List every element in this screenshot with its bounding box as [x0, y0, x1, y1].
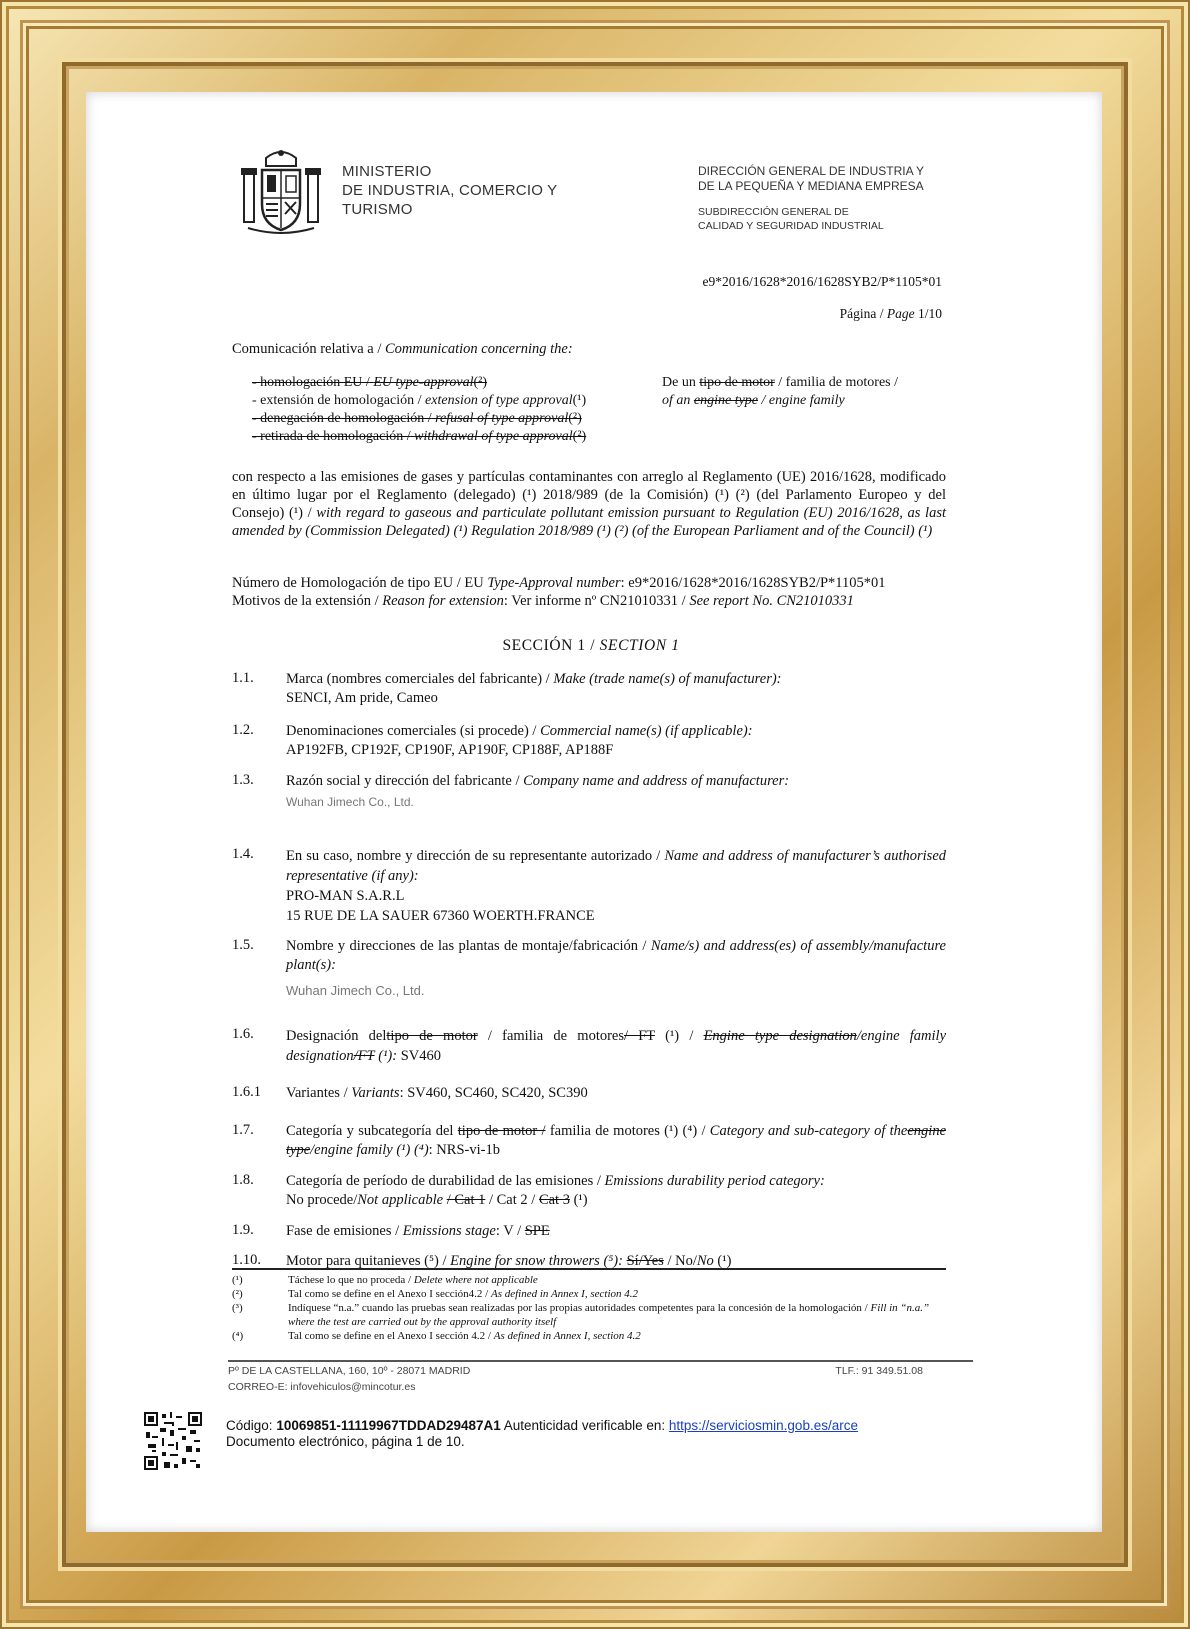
item-struck: tipo de motor / [457, 1123, 546, 1139]
page-label-en: Page [886, 306, 915, 321]
footnote-en: Delete where not applicable [413, 1274, 538, 1286]
option-es: - retirada de homologación / [252, 429, 411, 444]
item-number: 1.10. [232, 1252, 261, 1268]
footnote [232, 1273, 946, 1287]
subdirection-line-2: CALIDAD Y SEGURIDAD INDUSTRIAL [698, 220, 884, 232]
item-value: No procede/ [286, 1191, 358, 1208]
item-text: /engine family (¹) (⁴) [310, 1141, 429, 1158]
footnote-key: (¹) [232, 1274, 243, 1286]
option-es: - denegación de homologación / [252, 411, 432, 426]
item-text: / familia de motores [487, 1028, 625, 1044]
footnote-en: Fill in “n.a.” where the test are carried out by the approval authority itself [288, 1302, 930, 1328]
representative-name: PRO-MAN S.A.R.L [286, 888, 405, 904]
approval-number-line [232, 574, 962, 592]
item-value: : NRS-vi-1b [428, 1141, 500, 1158]
item-1-10 [286, 1252, 946, 1271]
approval-number-label-es: Número de Homologación de tipo EU / EU [232, 575, 484, 591]
paragraph-en: with regard to gaseous and particulate pollutant emission pursuant to Regulation (EU) 2016/1628, as last amended by (Commission Delegated) (¹) Regulation 2018/989 (¹) (²) (of the European Parliament and of the Council) (¹) [232, 505, 947, 539]
certificate-document [86, 92, 1102, 1532]
item-text: Category and sub-category of the [709, 1123, 908, 1139]
qr-code-icon [144, 1412, 202, 1470]
scope-struck: tipo de motor [699, 375, 775, 390]
option-retirada [252, 428, 586, 446]
item-struck: engine type [286, 1123, 947, 1158]
item-text: Categoría y subcategoría del [286, 1123, 454, 1139]
option-en: refusal of type approval [435, 411, 569, 426]
document-page-note: Documento electrónico, página 1 de 10. [226, 1434, 465, 1449]
item-label-en: Name/s) and address(es) of assembly/manufacture plant(s): [286, 938, 946, 973]
scope-struck: engine type [693, 393, 759, 408]
item-label-en: Commercial name(s) (if applicable): [540, 723, 753, 739]
item-label-es: Fase de emisiones / [286, 1223, 400, 1239]
footnote [232, 1329, 946, 1343]
scope-text: De un [662, 375, 696, 390]
item-text: Designación del [286, 1028, 387, 1044]
footnote-es: Tal como se define en el Anexo I sección4.2 / [288, 1288, 489, 1300]
representative-address: 15 RUE DE LA SAUER 67360 WOERTH.FRANCE [286, 908, 595, 924]
reason-value-es: : Ver informe nº CN21010331 / [503, 593, 686, 609]
item-struck: SPE [524, 1223, 550, 1239]
item-label-en: Engine for snow throwers (⁵): [450, 1253, 623, 1269]
footnote-es: Tal como se define en el Anexo I sección 4.2 / [288, 1330, 491, 1342]
item-1-9 [286, 1222, 946, 1241]
item-struck: Sí/Yes [626, 1253, 664, 1269]
item-1-4 [286, 846, 946, 926]
communication-label-es: Comunicación relativa a / [232, 341, 382, 357]
item-label-en: Emissions stage [402, 1223, 496, 1239]
item-struck: / Cat 1 [446, 1191, 486, 1208]
item-value: : V / [495, 1223, 522, 1239]
item-label-en: Company name and address of manufacturer: [523, 773, 790, 789]
item-struck: Engine type designation [703, 1028, 857, 1044]
item-number: 1.3. [232, 772, 254, 788]
paragraph-es: con respecto a las emisiones de gases y partículas contaminantes con arreglo al Reglamento (UE) 2016/1628, modificado en último lugar por el Reglamento (delegado) (¹) 2018/989 (de la Comisión) (¹) (²) (del Parlamento Europeo y del Consejo) (¹) / [232, 469, 946, 521]
footnote [232, 1287, 946, 1301]
item-struck: / FT [624, 1028, 655, 1044]
reason-label-en: Reason for extension [382, 593, 504, 609]
item-label-es: Marca (nombres comerciales del fabricante) / [286, 671, 550, 687]
item-value: AP192FB, CP192F, CP190F, AP190F, CP188F, AP188F [286, 741, 614, 758]
office-email: CORREO-E: infovehiculos@mincotur.es [228, 1381, 416, 1393]
scope-text: of an [662, 393, 691, 408]
item-1-2 [286, 722, 946, 759]
code-label: Código: [226, 1418, 273, 1433]
direction-line-2: DE LA PEQUEÑA Y MEDIANA EMPRESA [698, 179, 924, 193]
item-text: /engine family designation [286, 1028, 946, 1064]
scope-line-es [662, 374, 898, 392]
section-title-es: SECCIÓN 1 / [502, 637, 596, 654]
approval-block [232, 574, 962, 610]
footnote-key: (³) [232, 1302, 243, 1314]
extension-reason-line [232, 592, 962, 610]
option-en: withdrawal of type approval [414, 429, 573, 444]
item-label-es: Nombre y direcciones de las plantas de montaje/fabricación / [286, 938, 647, 954]
footnote-en: As defined in Annex I, section 4.2 [490, 1288, 639, 1300]
item-label-es: Categoría de período de durabilidad de las emisiones / [286, 1173, 601, 1189]
item-number: 1.1. [232, 670, 254, 686]
regulation-paragraph [232, 468, 946, 540]
footnote-en: As defined in Annex I, section 4.2 [493, 1330, 641, 1342]
item-struck: Cat 3 [538, 1191, 570, 1208]
option-en: extension of type approval [425, 393, 573, 408]
verify-label: Autenticidad verificable en: [503, 1418, 666, 1433]
item-label-es: En su caso, nombre y dirección de su representante autorizado / [286, 848, 661, 864]
verify-link[interactable]: https://serviciosmin.gob.es/arce [668, 1418, 858, 1433]
subdirection [698, 205, 884, 233]
item-label-en: Variants [351, 1085, 400, 1101]
option-en: EU type-approval [373, 375, 474, 390]
item-value: (¹) [573, 1191, 588, 1208]
office-address: Pº DE LA CASTELLANA, 160, 10º - 28071 MADRID [228, 1365, 471, 1377]
option-note: (¹) [572, 393, 587, 408]
address-footer [228, 1360, 973, 1393]
item-label-en: Make (trade name(s) of manufacturer): [553, 671, 782, 687]
footnote-es: Indíquese “n.a.” cuando las pruebas sean realizadas por las propias autoridades competentes para la concesión de la homologación / [288, 1302, 868, 1314]
item-value: / No/ [667, 1253, 697, 1269]
scope-text: / engine family [761, 393, 845, 408]
direction-general [698, 164, 924, 194]
approval-reference: e9*2016/1628*2016/1628SYB2/P*1105*01 [702, 274, 942, 289]
option-homologacion [252, 374, 586, 392]
item-1-7 [286, 1122, 946, 1159]
page-indicator [840, 306, 942, 322]
item-note: (¹) [717, 1253, 732, 1269]
approval-number-label-en: Type-Approval number [487, 575, 621, 591]
communication-label [232, 340, 573, 358]
item-1-8 [286, 1172, 946, 1209]
engine-family-scope [662, 374, 898, 410]
item-number: 1.8. [232, 1172, 254, 1188]
coat-of-arms-icon [238, 148, 324, 234]
item-text: familia de motores (¹) (⁴) / [549, 1123, 706, 1139]
item-label-es: Motor para quitanieves (⁵) / [286, 1253, 447, 1269]
footnote-es: Táchese lo que no proceda / [288, 1274, 412, 1286]
option-note: (²) [568, 411, 582, 426]
item-value: No [696, 1253, 714, 1269]
item-struck: tipo de motor [386, 1028, 478, 1044]
item-text: (¹) / [665, 1028, 694, 1044]
direction-line-1: DIRECCIÓN GENERAL DE INDUSTRIA Y [698, 164, 925, 178]
item-value: SENCI, Am pride, Cameo [286, 689, 438, 706]
subdirection-line-1: SUBDIRECCIÓN GENERAL DE [698, 206, 849, 218]
item-label-en: Name and address of manufacturer’s authorised representative (if any): [286, 848, 947, 884]
reason-value-en: See report No. CN21010331 [689, 593, 854, 609]
item-struck: /FT [353, 1048, 375, 1064]
item-value: Not applicable [357, 1191, 444, 1208]
item-1-6 [286, 1026, 946, 1066]
item-text: (¹): [378, 1048, 398, 1064]
item-value: Wuhan Jimech Co., Ltd. [286, 794, 414, 809]
verification-block [226, 1418, 858, 1450]
footnotes [232, 1268, 946, 1343]
item-label-es: Variantes / [286, 1085, 348, 1101]
option-es: - homologación EU / [252, 375, 370, 390]
item-number: 1.6.1 [232, 1084, 261, 1100]
ministry-line-3: TURISMO [342, 201, 413, 218]
item-value: SV460 [400, 1048, 442, 1064]
item-label-es: Denominaciones comerciales (si procede) / [286, 723, 537, 739]
option-es: - extensión de homologación / [252, 393, 422, 408]
item-1-1 [286, 670, 946, 707]
communication-label-en: Communication concerning the: [385, 341, 573, 357]
ministry-name [342, 162, 557, 219]
item-1-6-1 [286, 1084, 946, 1103]
section-title [236, 637, 946, 655]
item-1-3 [286, 772, 946, 811]
scope-line-en [662, 392, 898, 410]
footnote-key: (⁴) [232, 1330, 244, 1342]
verification-code: 10069851-11119967TDDAD29487A1 [276, 1418, 501, 1433]
item-number: 1.7. [232, 1122, 254, 1138]
option-denegacion [252, 410, 586, 428]
approval-number-value: : e9*2016/1628*2016/1628SYB2/P*1105*01 [620, 575, 886, 591]
page-number: 1/10 [917, 306, 942, 321]
item-value: Wuhan Jimech Co., Ltd. [286, 983, 425, 998]
option-note: (²) [473, 375, 488, 390]
section-title-en: SECTION 1 [599, 637, 680, 654]
item-number: 1.6. [232, 1026, 254, 1042]
option-extension [252, 392, 586, 410]
item-number: 1.4. [232, 846, 254, 862]
item-value: / Cat 2 / [488, 1191, 536, 1208]
item-number: 1.5. [232, 937, 254, 953]
item-label-es: Razón social y dirección del fabricante / [286, 773, 520, 789]
reason-label-es: Motivos de la extensión / [232, 593, 379, 609]
item-value: : SV460, SC460, SC420, SC390 [399, 1085, 588, 1101]
ministry-line-2: DE INDUSTRIA, COMERCIO Y [342, 182, 558, 199]
item-number: 1.2. [232, 722, 254, 738]
item-number: 1.9. [232, 1222, 254, 1238]
ministry-line-1: MINISTERIO [342, 163, 432, 180]
option-note: (²) [572, 429, 587, 444]
page-label-es: Página / [839, 306, 884, 321]
item-1-5 [286, 937, 946, 1001]
communication-options [252, 374, 586, 446]
scope-text: / familia de motores / [778, 375, 899, 390]
footnote [232, 1301, 946, 1329]
item-label-en: Emissions durability period category: [604, 1173, 825, 1189]
office-phone: TLF.: 91 349.51.08 [835, 1365, 923, 1377]
footnote-key: (²) [232, 1288, 243, 1300]
